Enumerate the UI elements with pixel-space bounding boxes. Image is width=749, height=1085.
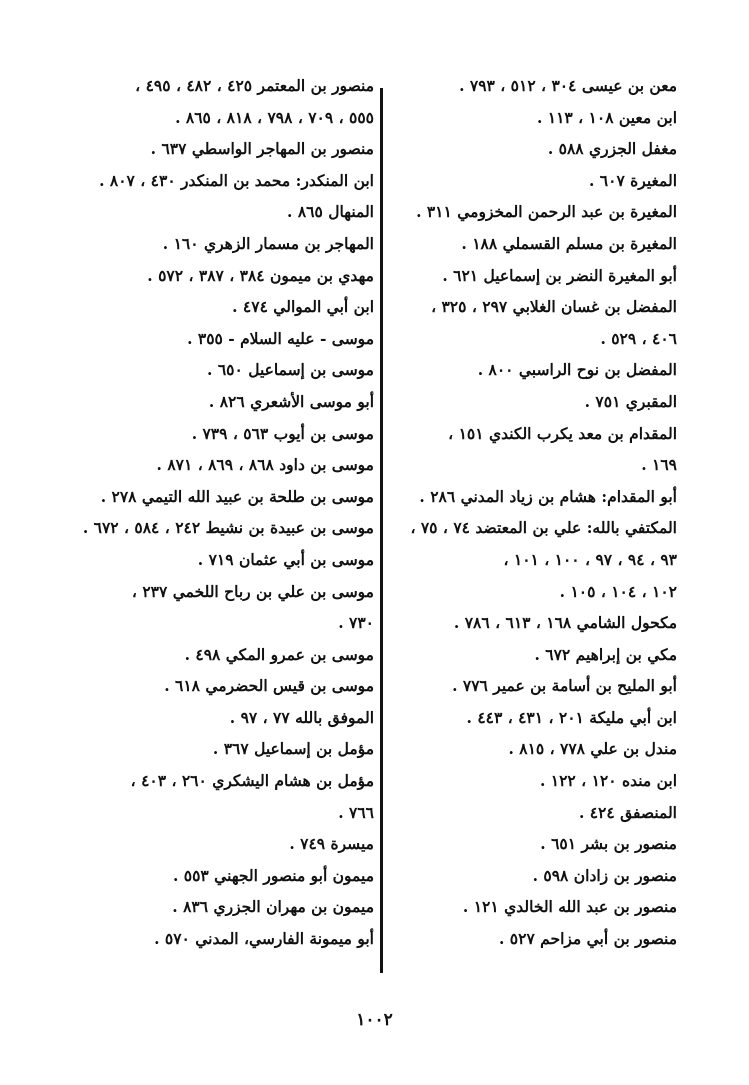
index-entry: مغفل الجزري ٥٨٨ . xyxy=(547,139,677,159)
index-entry: مكحول الشامي ١٦٨ ، ٦١٣ ، ٧٨٦ . xyxy=(453,613,677,633)
index-entry: ٧٦٦ . xyxy=(338,802,374,822)
index-entry: ميمون أبو منصور الجهني ٥٥٣ . xyxy=(172,865,374,885)
page-number: ١٠٠٢ xyxy=(356,1010,393,1030)
index-entry: منصور بن المعتمر ٤٢٥ ، ٤٨٢ ، ٤٩٥ ، xyxy=(135,76,374,95)
index-entry: المفضل بن غسان الغلابي ٢٩٧ ، ٣٢٥ ، xyxy=(431,297,677,317)
index-entry: منصور بن عبد الله الخالدي ١٢١ . xyxy=(462,897,677,917)
index-entry: موسى بن عمرو المكي ٤٩٨ . xyxy=(184,644,374,664)
index-column-right xyxy=(377,70,677,955)
index-entry: موسى بن أيوب ٥٦٣ ، ٧٣٩ . xyxy=(191,423,374,443)
index-entry: موسى - عليه السلام - ٣٥٥ . xyxy=(187,328,374,348)
index-entry: مؤمل بن إسماعيل ٣٦٧ . xyxy=(212,739,374,759)
index-entry: مهدي بن ميمون ٣٨٤ ، ٣٨٧ ، ٥٧٢ . xyxy=(147,265,374,285)
index-entry: المغيرة ٦٠٧ . xyxy=(589,170,677,190)
index-entry: ١٠٢ ، ١٠٤ ، ١٠٥ . xyxy=(559,581,677,601)
index-entry: المغيرة بن عبد الرحمن المخزومي ٣١١ . xyxy=(416,202,677,222)
index-entry: أبو المليح بن أسامة بن عمير ٧٧٦ . xyxy=(452,676,677,696)
index-entry: ١٦٩ . xyxy=(641,455,677,475)
index-entry: موسى بن علي بن رباح اللخمي ٢٣٧ ، xyxy=(131,581,374,601)
index-entry: موسى بن داود ٨٦٨ ، ٨٦٩ ، ٨٧١ . xyxy=(156,455,374,475)
index-entry: ابن أبي الموالي ٤٧٤ . xyxy=(232,297,374,317)
index-entry: ابن المنكدر: محمد بن المنكدر ٤٣٠ ، ٨٠٧ . xyxy=(99,170,374,190)
index-entry: موسى بن أبي عثمان ٧١٩ . xyxy=(197,549,374,569)
index-entry: المكتفي بالله: علي بن المعتضد ٧٤ ، ٧٥ ، xyxy=(410,518,677,538)
index-entry: ابن أبي مليكة ٢٠١ ، ٤٣١ ، ٤٤٣ . xyxy=(466,707,677,727)
index-entry: ٧٣٠ . xyxy=(338,613,374,633)
index-entry: منصور بن المهاجر الواسطي ٦٣٧ . xyxy=(150,139,374,159)
index-entry: موسى بن عبيدة بن نشيط ٢٤٢ ، ٥٨٤ ، ٦٧٢ . xyxy=(82,518,374,538)
index-entry: منصور بن أبي مزاحم ٥٢٧ . xyxy=(499,929,677,949)
index-entry: ٤٠٦ ، ٥٢٩ . xyxy=(600,328,677,348)
index-entry: أبو المغيرة النضر بن إسماعيل ٦٢١ . xyxy=(442,265,677,285)
index-entry: أبو ميمونة الفارسي، المدني ٥٧٠ . xyxy=(154,929,374,949)
index-entry: موسى بن قيس الحضرمي ٦١٨ . xyxy=(164,676,374,696)
index-entry: موسى بن إسماعيل ٦٥٠ . xyxy=(207,360,374,380)
index-entry: موسى بن طلحة بن عبيد الله التيمي ٢٧٨ . xyxy=(100,486,374,506)
column-divider xyxy=(380,88,383,973)
index-entry: المغيرة بن مسلم القسملي ١٨٨ . xyxy=(461,233,677,253)
index-entry: مؤمل بن هشام اليشكري ٢٦٠ ، ٤٠٣ ، xyxy=(130,771,374,791)
index-entry: المفضل بن نوح الراسبي ٨٠٠ . xyxy=(477,360,677,380)
index-entry: المقبري ٧٥١ . xyxy=(584,391,677,411)
index-entry: المقدام بن معد يكرب الكندي ١٥١ ، xyxy=(448,423,677,443)
index-entry: منصور بن زادان ٥٩٨ . xyxy=(532,865,677,885)
index-entry: ميسرة ٧٤٩ . xyxy=(289,834,374,854)
index-entry: أبو موسى الأشعري ٨٢٦ . xyxy=(208,391,374,411)
index-entry: ابن منده ١٢٠ ، ١٢٢ . xyxy=(539,771,677,791)
index-entry: معن بن عيسى ٣٠٤ ، ٥١٢ ، ٧٩٣ . xyxy=(459,76,677,95)
index-entry: مكي بن إبراهيم ٦٧٢ . xyxy=(534,644,677,664)
index-entry: المنصفق ٤٢٤ . xyxy=(578,802,677,822)
index-entry: الموفق بالله ٧٧ ، ٩٧ . xyxy=(229,707,374,727)
index-entry: ابن معين ١٠٨ ، ١١٣ . xyxy=(536,107,677,127)
index-entry: المهاجر بن مسمار الزهري ١٦٠ . xyxy=(162,233,374,253)
index-entry: أبو المقدام: هشام بن زياد المدني ٢٨٦ . xyxy=(419,486,677,506)
index-column-left xyxy=(78,70,374,955)
index-entry: ٥٥٥ ، ٧٠٩ ، ٧٩٨ ، ٨١٨ ، ٨٦٥ . xyxy=(175,107,374,127)
index-entry: مندل بن علي ٧٧٨ ، ٨١٥ . xyxy=(508,739,677,759)
index-entry: منصور بن بشر ٦٥١ . xyxy=(540,834,677,854)
index-entry: ميمون بن مهران الجزري ٨٣٦ . xyxy=(172,897,374,917)
index-entry: ٩٣ ، ٩٤ ، ٩٧ ، ١٠٠ ، ١٠١ ، xyxy=(503,549,677,569)
index-entry: المنهال ٨٦٥ . xyxy=(287,202,374,222)
